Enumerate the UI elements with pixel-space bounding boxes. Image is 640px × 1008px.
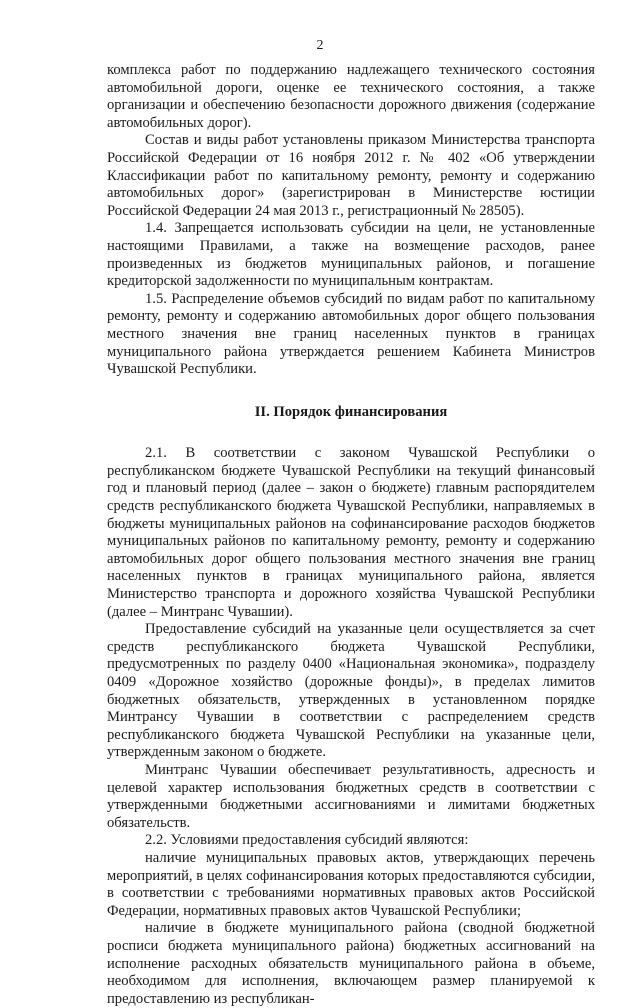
page-number: 2 — [316, 38, 324, 53]
paragraph-mintrans-duties: Минтранс Чувашии обеспечивает результативность, адресность и целевой характер использования бюджетных средств в соответствии с утвержденными бюджетными ассигнованиями и лимитами бюджетных обязательств. — [107, 761, 595, 831]
paragraph-2-1: 2.1. В соответствии с законом Чувашской Республики о республиканском бюджете Чувашской Республики на текущий финансовый год и плановый период (далее – закон о бюджете) главным распорядителем средств республиканского бюджета Чувашской Республики, направляемых в бюджеты муниципальных районов на софинансирование расходов бюджетов муниципальных районов по капитальному ремонту, ремонту и содержанию автомобильных дорог общего пользования местного значения вне границ населенных пунктов в границах муниципального района, является Министерство транспорта и дорожного хозяйства Чувашской Республики (далее – Минтранс Чувашии). — [107, 445, 595, 620]
paragraph-1-5: 1.5. Распределение объемов субсидий по видам работ по капитальному ремонту, ремонту и содержанию автомобильных дорог общего пользования местного значения вне границ населенных пунктов в границах муниципального района утверждается решением Кабинета Министров Чувашской Республики. — [107, 290, 595, 378]
paragraph-condition-budget: наличие в бюджете муниципального района (сводной бюджетной росписи бюджета муниципального района) бюджетных ассигнований на исполнение расходных обязательств муниципального района в объеме, необходимом для исполнения, включающем размер планируемой к предоставлению из республикан- — [107, 920, 595, 1007]
paragraph-2-2: 2.2. Условиями предоставления субсидий являются: — [145, 832, 469, 849]
paragraph-subsidy-source: Предоставление субсидий на указанные цели осуществляется за счет средств республиканского бюджета Чувашской Республики, предусмотренных по разделу 0400 «Национальная экономика», подразделу 0409 «Дорожное хозяйство (дорожные фонды)», в пределах лимитов бюджетных обязательств, утвержденных в установленном порядке Минтрансу Чувашии в соответствии с распределением средств республиканского бюджета Чувашской Республики на указанные цели, утвержденным законом о бюджете. — [107, 621, 595, 761]
document-body — [107, 62, 595, 1008]
paragraph-continuation: комплекса работ по поддержанию надлежащего технического состояния автомобильной дороги, оценке ее технического состояния, а также организации и обеспечению безопасности дорожного движения (содержание автомобильных дорог). — [107, 62, 595, 131]
section-heading: II. Порядок финансирования — [254, 403, 448, 420]
paragraph-work-composition: Состав и виды работ установлены приказом Министерства транспорта Российской Федерации от 16 ноября 2012 г. № 402 «Об утверждении Классификации работ по капитальному ремонту, ремонту и содержанию автомобильных дорог» (зарегистрирован в Министерстве юстиции Российской Федерации 24 мая 2013 г., регистрационный № 28505). — [107, 132, 595, 219]
paragraph-condition-legal-acts: наличие муниципальных правовых актов, утверждающих перечень мероприятий, в целях софинансирования которых предоставляются субсидии, в соответствии с требованиями нормативных правовых актов Российской Федерации, нормативных правовых актов Чувашской Республики; — [107, 849, 595, 919]
paragraph-1-4: 1.4. Запрещается использовать субсидии на цели, не установленные настоящими Правилами, а также на возмещение расходов, ранее произведенных из бюджетов муниципальных районов, и погашение кредиторской задолженности по муниципальным контрактам. — [107, 220, 595, 290]
